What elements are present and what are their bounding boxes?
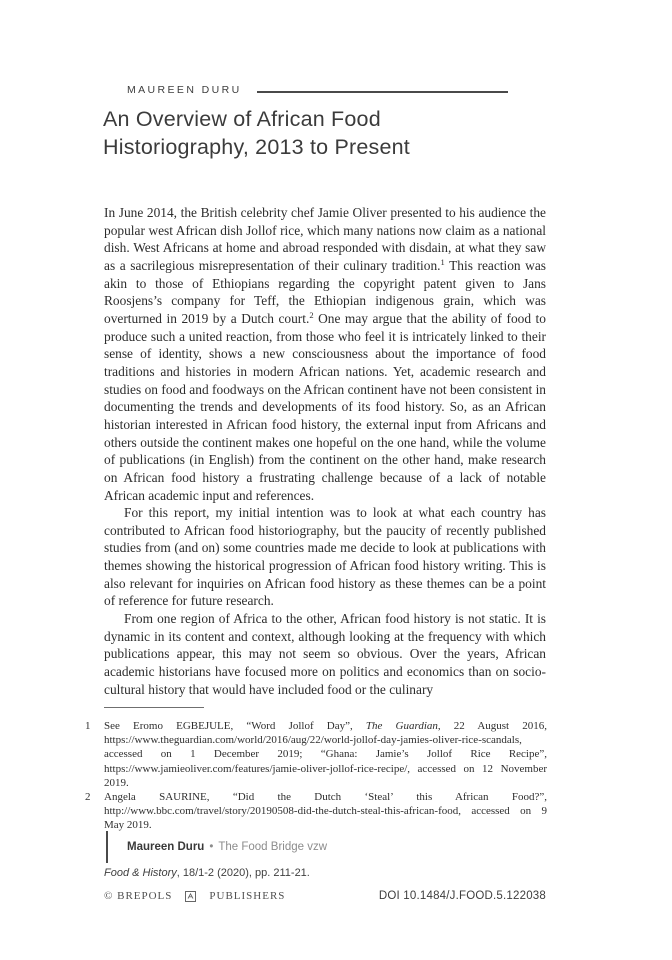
- publishers-text: PUBLISHERS: [209, 890, 286, 902]
- paragraph-text: One may argue that the ability of food to produce such a united reaction, from those who feel it is intricately linked to their sense of identity, shows a new consciousness about the importance of food traditions and histories in modern African nations. Yet, academic research and studies on food and foodways on the African continent have not been consistent in documenting the trends and developments of its food history. So, as an African historian interested in African food history, the external input from Africans and others outside the continent makes one hopeful on the one hand, while the volume of publications (in English) from the continent on the other hand, make research on African food history a frustrating challenge because of a lack of notable African academic input and references.: [104, 310, 546, 503]
- article-title-line-2: Historiography, 2013 to Present: [103, 135, 410, 159]
- footnote-separator-rule: [104, 707, 204, 708]
- footnote-segment: , 22 August 2016, https://www.theguardian.com/world/2016/aug/22/world-jollof-day-jamies-oliver-rice-scandals, accessed on 1 December 2019; “Ghana: Jamie’s Jollof Rice Recipe”, https://www.jamieoliver.com/features/jamie-oliver-jollof-rice-recipe/, accessed on 12 November 2019.: [104, 720, 547, 789]
- footnote-1: [85, 719, 547, 790]
- footnote-text: [104, 719, 547, 790]
- imprint-row: [104, 890, 546, 902]
- header-rule: [257, 91, 508, 93]
- body-paragraph-3: From one region of Africa to the other, African food history is not static. It is dynamic in its content and context, although looking at the frequency with which publications appear, this may not seem so obvious. Over the years, African academic historians have focused more on politics and economics than on socio-cultural history that would have included food or the culinary: [104, 611, 546, 697]
- article-title-line-1: An Overview of African Food: [103, 107, 381, 131]
- footnote-segment: See Eromo EGBEJULE, “Word Jollof Day”,: [104, 720, 366, 732]
- article-body: [104, 204, 546, 698]
- journal-title: Food & History: [104, 867, 177, 879]
- body-paragraph-2: For this report, my initial intention was to look at what each country has contributed to African food historiography, but the paucity of recently published studies from (and on) some countries made me decide to look at publications with themes showing the historical progression of African food history writing. This is also relevant for inquiries on African food history as these themes can be a point of reference for future research.: [104, 505, 546, 609]
- publisher-imprint: [104, 890, 285, 902]
- footnotes-section: [85, 719, 547, 833]
- footnote-number: 1: [85, 720, 91, 732]
- body-paragraph-1: [104, 204, 546, 504]
- journal-citation: [104, 867, 310, 879]
- author-affiliation: [106, 831, 327, 863]
- author-kicker: MAUREEN DURU: [127, 84, 242, 96]
- paragraph-text: In June 2014, the British celebrity chef Jamie Oliver presented to his audience the popular west African dish Jollof rice, which many nations now claim as a national dish. West Africans at home and abroad responded with disdain, at what they saw as a sacrilegious misrepresentation of their culinary tradition.: [104, 205, 546, 273]
- affiliation-organization: The Food Bridge vzw: [218, 841, 328, 853]
- journal-citation-details: , 18/1-2 (2020), pp. 211-21.: [176, 867, 310, 879]
- paragraph-text: This reaction was akin to those of Ethiopians regarding the copyright patent given to Jans Roosjens’s company for Teff, the Ethiopian indigenous grain, which was overturned in 2019 by a Dutch court.: [104, 257, 546, 326]
- cited-work-title: The Guardian: [365, 720, 438, 732]
- article-title: [103, 105, 573, 161]
- doi-text: DOI 10.1484/J.FOOD.5.122038: [378, 890, 546, 902]
- footnote-marker-2: 2: [309, 309, 314, 320]
- affiliation-bullet: •: [209, 841, 214, 853]
- footnote-marker-1: 1: [440, 256, 445, 267]
- footnote-2: [85, 790, 547, 833]
- copyright-text: © BREPOLS: [104, 890, 173, 902]
- footnote-number: 2: [85, 791, 91, 804]
- footnote-text: Angela SAURINE, “Did the Dutch ‘Steal’ this African Food?”, http://www.bbc.com/travel/story/20190508-did-the-dutch-steal-this-african-food, accessed on 9 May 2019.: [104, 791, 547, 832]
- affiliation-author-name: Maureen Duru: [127, 841, 205, 853]
- brepols-mark-icon: [185, 891, 196, 902]
